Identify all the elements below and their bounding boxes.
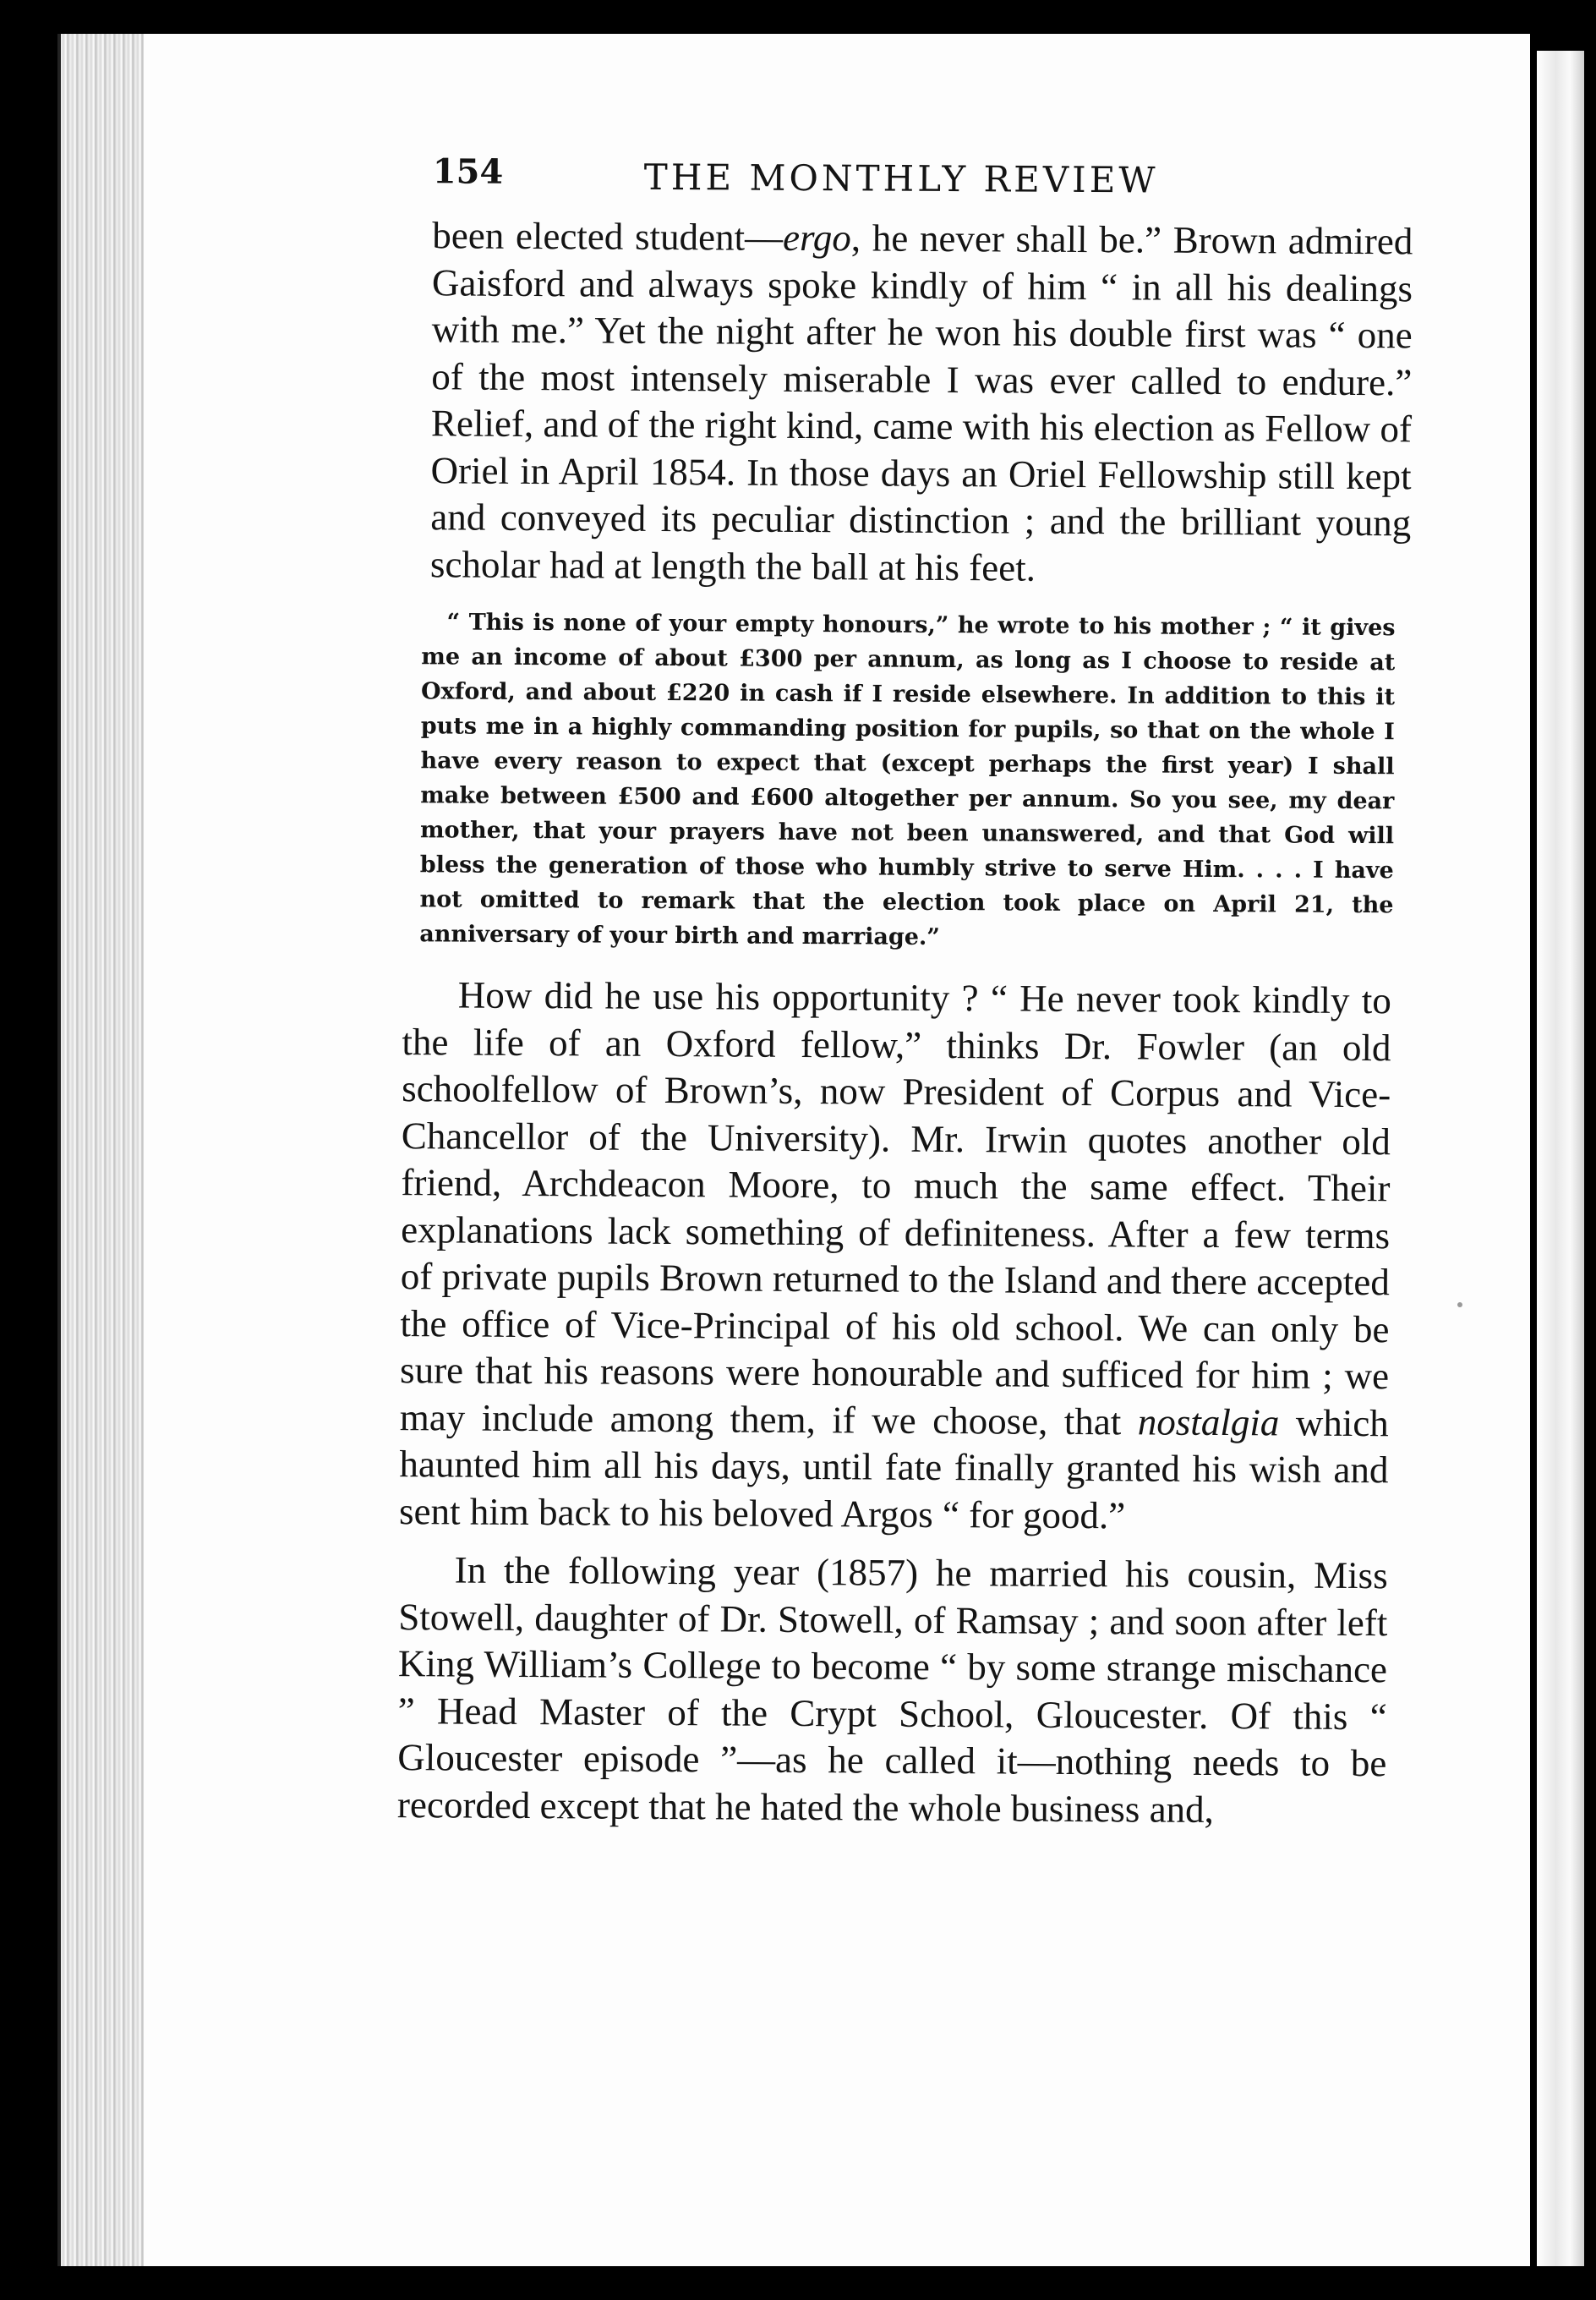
journal-title: THE MONTHLY REVIEW [643,156,1159,201]
paragraph-marriage: In the following year (1857) he married his cousin, Miss Stowell, daughter of Dr. Stowell, of Ramsay ; and soon after left King William’s College to become “ by some strange mischance ” Head Master of the Crypt School, Gloucester. Of this “ Gloucester episode ”—as he called it—nothing needs to be recorded except that he hated the whole business and, [396,1548,1388,1831]
page-number: 154 [432,151,504,192]
paragraph-text: How did he use his opportunity ? “ He never took kindly to the life of an Oxford fellow,” thinks Dr. Fowler (an old schoolfellow of Brown’s, now President of Corpus and Vice-Chancellor of the University). Mr. Irwin quotes another old friend, Archdeacon Moore, to much the same effect. Their explanations lack something of definiteness. After a few terms of private pupils Brown returned to the Island and there accepted the office of Vice-Principal of his old school. We can only be sure that his reasons were honourable and sufficed for him ; we may include among them, if we choose, that [399,973,1391,1443]
facing-page-edge [1537,51,1584,2266]
running-head [254,144,1420,218]
paragraph-text: , he never shall be.” Brown admired Gaisford and always spoke kindly of him “ in all his dealings with me.” Yet the night after he won his double first was “ one of the most intensely miserable I was ever called to endure.” Relief, and of the right kind, came with his election as Fellow of Oriel in April 1854. In those days an Oriel Fellowship still kept and conveyed its peculiar distinction ; and the brilliant young scholar had at length the ball at his feet. [429,216,1413,589]
paragraph-text: which haunted him all his days, until fate finally granted his wish and sent him back to his beloved Argos “ for good.” [398,1400,1389,1536]
print-speck [1457,1302,1462,1307]
page-stack-edge [57,34,154,2266]
paragraph-continued [430,212,1413,594]
italic-nostalgia: nostalgia [1137,1399,1280,1443]
paragraph-text: been elected student— [432,214,784,259]
page-content [243,144,1420,1834]
paragraph-opportunity [399,972,1391,1541]
block-quote-letter: “ This is none of your empty honours,” he wrote to his mother ; “ it gives me an income of about £300 per annum, as long as I choose to reside at Oxford, and about £220 in cash if I reside elsewhere. In addition to this it puts me in a highly commanding position for pupils, so that on the whole I have every reason to expect that (except perhaps the first year) I shall make between £500 and £600 altogether per annum. So you see, my dear mother, that your prayers have not been unanswered, and that God will bless the generation of those who humbly strive to serve Him. . . . I have not omitted to remark that the election took place on April 21, the anniversary of your birth and marriage.” [419,609,1396,950]
italic-ergo: ergo [782,216,852,260]
